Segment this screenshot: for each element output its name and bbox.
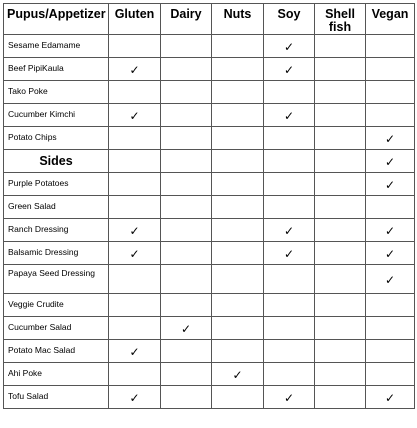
shellfish-cell <box>315 35 366 58</box>
soy-cell <box>264 150 315 173</box>
gluten-cell <box>109 35 161 58</box>
soy-cell <box>264 196 315 219</box>
dairy-cell <box>161 196 212 219</box>
soy-cell <box>264 294 315 317</box>
check-icon: ✓ <box>384 132 396 146</box>
gluten-cell <box>109 173 161 196</box>
gluten-cell <box>109 219 161 242</box>
check-icon: ✓ <box>283 109 295 123</box>
nuts-cell <box>212 150 264 173</box>
shellfish-cell <box>315 340 366 363</box>
soy-cell <box>264 242 315 265</box>
header-soy: Soy <box>264 4 315 35</box>
check-icon: ✓ <box>129 224 140 238</box>
check-icon: ✓ <box>384 224 396 238</box>
shellfish-cell <box>315 219 366 242</box>
table-row <box>4 294 415 317</box>
vegan-cell <box>366 317 415 340</box>
vegan-cell <box>366 265 415 294</box>
nuts-cell <box>212 340 264 363</box>
check-icon: ✓ <box>129 63 140 77</box>
item-name: Tako Poke <box>4 81 109 104</box>
item-name: Veggie Crudite <box>4 294 109 317</box>
dairy-cell <box>161 81 212 104</box>
shellfish-cell <box>315 173 366 196</box>
item-name: Sesame Edamame <box>4 35 109 58</box>
table-body <box>4 35 415 409</box>
item-name: Beef PipiKaula <box>4 58 109 81</box>
header-shellfish: Shell fish <box>315 4 366 35</box>
dairy-cell <box>161 265 212 294</box>
soy-cell <box>264 340 315 363</box>
nuts-cell <box>212 81 264 104</box>
gluten-cell <box>109 242 161 265</box>
vegan-cell <box>366 386 415 409</box>
nuts-cell <box>212 219 264 242</box>
dairy-cell <box>161 58 212 81</box>
dairy-cell <box>161 317 212 340</box>
check-icon: ✓ <box>384 178 396 192</box>
item-name: Papaya Seed Dressing <box>4 265 109 294</box>
nuts-cell <box>212 173 264 196</box>
nuts-cell <box>212 363 264 386</box>
check-icon: ✓ <box>384 155 396 169</box>
vegan-cell <box>366 363 415 386</box>
header-row <box>4 4 415 35</box>
gluten-cell <box>109 196 161 219</box>
shellfish-cell <box>315 294 366 317</box>
vegan-cell <box>366 127 415 150</box>
table-row <box>4 386 415 409</box>
section-row <box>4 150 415 173</box>
shellfish-cell <box>315 386 366 409</box>
header-gluten: Gluten <box>109 4 161 35</box>
shellfish-cell <box>315 363 366 386</box>
vegan-cell <box>366 104 415 127</box>
dairy-cell <box>161 219 212 242</box>
item-name: Green Salad <box>4 196 109 219</box>
allergen-table <box>3 3 415 409</box>
soy-cell <box>264 219 315 242</box>
dairy-cell <box>161 173 212 196</box>
gluten-cell <box>109 363 161 386</box>
item-name: Tofu Salad <box>4 386 109 409</box>
header-vegan: Vegan <box>366 4 415 35</box>
item-name: Ranch Dressing <box>4 219 109 242</box>
gluten-cell <box>109 81 161 104</box>
soy-cell <box>264 386 315 409</box>
header-category: Pupus/Appetizer <box>4 4 109 35</box>
soy-cell <box>264 35 315 58</box>
nuts-cell <box>212 386 264 409</box>
soy-cell <box>264 265 315 294</box>
nuts-cell <box>212 294 264 317</box>
soy-cell <box>264 127 315 150</box>
shellfish-cell <box>315 196 366 219</box>
vegan-cell <box>366 150 415 173</box>
check-icon: ✓ <box>283 247 295 261</box>
vegan-cell <box>366 58 415 81</box>
check-icon: ✓ <box>283 63 295 77</box>
shellfish-cell <box>315 317 366 340</box>
table-row <box>4 317 415 340</box>
table-row <box>4 173 415 196</box>
soy-cell <box>264 317 315 340</box>
nuts-cell <box>212 58 264 81</box>
item-name: Purple Potatoes <box>4 173 109 196</box>
gluten-cell <box>109 265 161 294</box>
vegan-cell <box>366 340 415 363</box>
gluten-cell <box>109 386 161 409</box>
section-label: Sides <box>4 150 109 173</box>
soy-cell <box>264 104 315 127</box>
check-icon: ✓ <box>283 224 295 238</box>
table-row <box>4 35 415 58</box>
vegan-cell <box>366 196 415 219</box>
soy-cell <box>264 58 315 81</box>
nuts-cell <box>212 104 264 127</box>
gluten-cell <box>109 340 161 363</box>
check-icon: ✓ <box>283 391 295 405</box>
item-name: Cucumber Salad <box>4 317 109 340</box>
table-row <box>4 363 415 386</box>
table-row <box>4 219 415 242</box>
item-name: Potato Mac Salad <box>4 340 109 363</box>
vegan-cell <box>366 294 415 317</box>
item-name: Balsamic Dressing <box>4 242 109 265</box>
check-icon: ✓ <box>129 345 140 359</box>
vegan-cell <box>366 81 415 104</box>
gluten-cell <box>109 58 161 81</box>
table-row <box>4 58 415 81</box>
table-row <box>4 127 415 150</box>
shellfish-cell <box>315 265 366 294</box>
check-icon: ✓ <box>129 109 140 123</box>
gluten-cell <box>109 317 161 340</box>
shellfish-cell <box>315 150 366 173</box>
shellfish-cell <box>315 81 366 104</box>
soy-cell <box>264 173 315 196</box>
nuts-cell <box>212 35 264 58</box>
dairy-cell <box>161 386 212 409</box>
shellfish-cell <box>315 127 366 150</box>
item-name: Cucumber Kimchi <box>4 104 109 127</box>
shellfish-cell <box>315 242 366 265</box>
dairy-cell <box>161 150 212 173</box>
dairy-cell <box>161 127 212 150</box>
check-icon: ✓ <box>129 247 140 261</box>
check-icon: ✓ <box>283 40 295 54</box>
header-dairy: Dairy <box>161 4 212 35</box>
check-icon: ✓ <box>129 391 140 405</box>
dairy-cell <box>161 242 212 265</box>
gluten-cell <box>109 127 161 150</box>
nuts-cell <box>212 242 264 265</box>
shellfish-cell <box>315 104 366 127</box>
shellfish-cell <box>315 58 366 81</box>
check-icon: ✓ <box>180 322 192 336</box>
nuts-cell <box>212 127 264 150</box>
table-row <box>4 81 415 104</box>
table-row <box>4 265 415 294</box>
table-row <box>4 340 415 363</box>
check-icon: ✓ <box>232 368 243 382</box>
gluten-cell <box>109 104 161 127</box>
dairy-cell <box>161 363 212 386</box>
dairy-cell <box>161 340 212 363</box>
vegan-cell <box>366 173 415 196</box>
dairy-cell <box>161 294 212 317</box>
table-row <box>4 196 415 219</box>
gluten-cell <box>109 150 161 173</box>
item-name: Ahi Poke <box>4 363 109 386</box>
vegan-cell <box>366 219 415 242</box>
nuts-cell <box>212 265 264 294</box>
check-icon: ✓ <box>384 273 396 287</box>
dairy-cell <box>161 35 212 58</box>
gluten-cell <box>109 294 161 317</box>
check-icon: ✓ <box>384 391 396 405</box>
soy-cell <box>264 363 315 386</box>
check-icon: ✓ <box>384 247 396 261</box>
soy-cell <box>264 81 315 104</box>
table-row <box>4 242 415 265</box>
header-nuts: Nuts <box>212 4 264 35</box>
vegan-cell <box>366 242 415 265</box>
nuts-cell <box>212 317 264 340</box>
dairy-cell <box>161 104 212 127</box>
nuts-cell <box>212 196 264 219</box>
item-name: Potato Chips <box>4 127 109 150</box>
vegan-cell <box>366 35 415 58</box>
table-row <box>4 104 415 127</box>
